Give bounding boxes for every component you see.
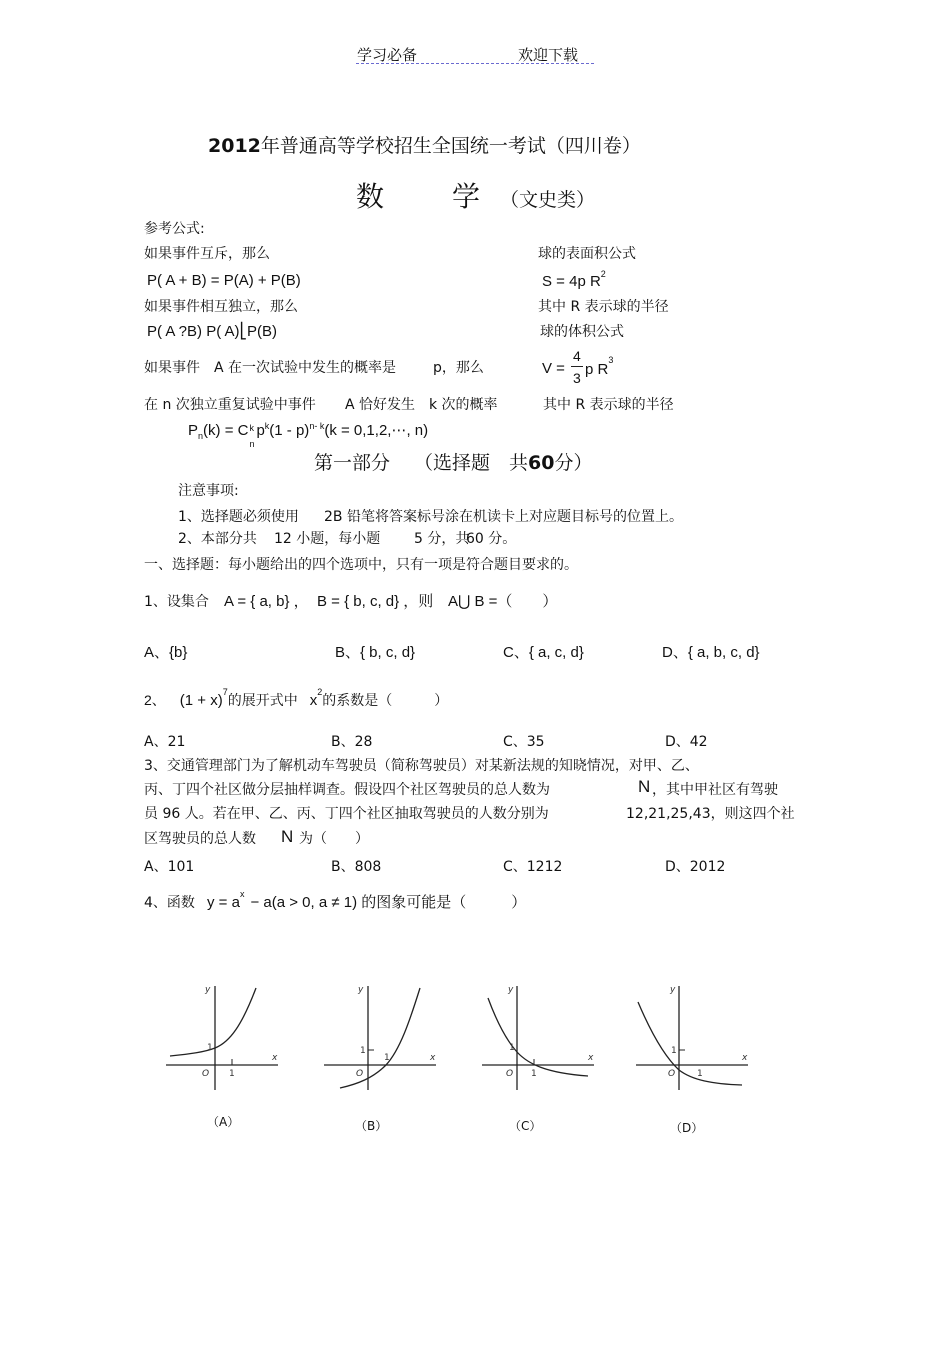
q3-line-1: 3、交通管理部门为了解机动车驾驶员（简称驾驶员）对某新法规的知晓情况，对甲、乙、 (144, 758, 699, 774)
graph-a-x-label: x (272, 1053, 278, 1063)
part1-title (314, 448, 593, 475)
graph-c-curve (488, 998, 588, 1076)
formula-l6-left-a: 在 n 次独立重复试验中事件 (144, 397, 316, 413)
q3-line-2-n: N (638, 777, 651, 796)
formula-l2-right (542, 269, 606, 290)
graph-b-origin: O (356, 1069, 364, 1079)
q2-binomial-exp: 7 (222, 687, 228, 697)
q2-option-c: C、35 (503, 734, 545, 750)
q1-option-a: A、{b} (144, 644, 188, 661)
formula-l2-left: P( A + B) = P(A) + P(B) (147, 272, 301, 289)
q2-text-b: 的系数是（ ） (322, 692, 449, 708)
q1-option-d: D、{ a, b, c, d} (662, 644, 760, 661)
q2-term-exp: 2 (317, 687, 323, 697)
note-2-b: 12 小题，每小题 (274, 531, 381, 547)
q3-line-3a: 员 96 人。若在甲、乙、丙、丁四个社区抽取驾驶员的人数分别为 (144, 806, 549, 822)
q2-binomial: (1 + x) (179, 692, 223, 709)
q2-stem (144, 687, 449, 710)
formula-l1-right: 球的表面积公式 (538, 246, 636, 262)
binomial-q: (1 - p) (269, 422, 310, 439)
part1-title-b: （选择题 共 (414, 452, 529, 474)
header-right: 欢迎下载 (518, 46, 579, 64)
q1-union: A⋃ B =（ ） (448, 593, 558, 610)
binomial-p-sup: k (264, 421, 270, 431)
binomial-p2: p (256, 422, 265, 439)
part1-title-c: 分） (554, 452, 593, 474)
graph-d-origin: O (668, 1069, 676, 1079)
graph-b-y-label: y (358, 985, 364, 995)
q3-line-2b: ，其中甲社区有驾驶 (652, 782, 778, 798)
exam-title-text: 年普通高等学校招生全国统一考试（四川卷） (260, 135, 641, 157)
q1-number: 1、设集合 (144, 594, 209, 610)
graph-d (630, 980, 760, 1095)
volume-fraction-bar (571, 366, 583, 367)
subject-title (356, 175, 595, 215)
graph-a-y-one: 1 (207, 1043, 213, 1053)
graph-d-x-one: 1 (697, 1069, 703, 1079)
part1-title-a: 第一部分 (314, 452, 391, 474)
graph-b-y-one: 1 (360, 1046, 366, 1056)
formula-l4-left: P( A ?B) P( A)⎣P(B) (147, 323, 278, 340)
graph-b-x-one: 1 (384, 1053, 390, 1063)
q1-set-a: A = { a, b} ， (224, 593, 309, 610)
q3-line-4a: 区驾驶员的总人数 (144, 831, 256, 847)
note-1-a: 1、选择题必须使用 (178, 509, 299, 525)
binomial-range: (k = 0,1,2,⋯, n) (324, 422, 429, 439)
formula-l3-right: 其中 R 表示球的半径 (538, 299, 669, 315)
graph-a-curve (170, 988, 256, 1056)
graph-d-label: （D） (670, 1121, 704, 1135)
volume-after (585, 355, 614, 378)
volume-num: 4 (573, 348, 581, 364)
q4-func-a: y = a (207, 894, 240, 911)
binomial-formula (188, 421, 429, 449)
q3-option-b: B、808 (331, 859, 382, 875)
q4-func-b: − a(a > 0, a ≠ 1) 的图象可能是（ ） (250, 894, 527, 911)
q3-line-4-n: N (281, 827, 294, 846)
graph-c-origin: O (506, 1069, 514, 1079)
q3-line-4b: 为（ ） (299, 831, 369, 847)
volume-exp: 3 (608, 355, 614, 365)
formulas-heading: 参考公式: (144, 221, 205, 237)
graph-a-label: （A） (207, 1115, 240, 1129)
graph-a-origin: O (202, 1069, 210, 1079)
q4-number: 4、函数 (144, 895, 195, 911)
graph-d-y-label: y (670, 985, 676, 995)
subject-main: 数 学 (356, 180, 501, 213)
q1-set-b: B = { b, c, d} ，则 (317, 593, 434, 610)
binomial-p: P (188, 422, 199, 439)
graph-b-curve (340, 988, 420, 1088)
q3-line-2a: 丙、丁四个社区做分层抽样调查。假设四个社区驾驶员的总人数为 (144, 782, 550, 798)
formula-l5-left-b: A 在一次试验中发生的概率是 (214, 360, 397, 376)
note-2-c: 5 分，共 (414, 531, 470, 547)
notes-heading: 注意事项: (178, 483, 239, 499)
volume-v: V = (542, 360, 565, 377)
graph-a (160, 980, 290, 1095)
graph-c-y-label: y (508, 985, 514, 995)
sphere-area-formula: S = 4p R (542, 273, 601, 290)
exam-title (208, 131, 641, 158)
q3-option-a: A、101 (144, 859, 195, 875)
q3-option-c: C、1212 (503, 859, 563, 875)
header-left: 学习必备 (357, 46, 418, 64)
graph-c-label: （C） (509, 1119, 542, 1133)
q1-option-c: C、{ a, c, d} (503, 644, 584, 661)
q3-option-d: D、2012 (665, 859, 726, 875)
formula-l5-left-a: 如果事件 (144, 360, 200, 376)
graph-a-x-one: 1 (229, 1069, 235, 1079)
note-2-a: 2、本部分共 (178, 531, 257, 547)
graph-d-curve (638, 1002, 742, 1085)
q4-func-exp: x (239, 889, 245, 899)
graph-c-x-label: x (588, 1053, 594, 1063)
binomial-c-sub: n (249, 439, 255, 449)
q2-option-d: D、42 (665, 734, 708, 750)
graph-c-y-one: 1 (509, 1043, 515, 1053)
subject-paren: （文史类） (500, 189, 596, 211)
formula-l6-left-b: A 恰好发生 (345, 397, 416, 413)
exam-year: 2012 (208, 135, 261, 157)
volume-den: 3 (573, 370, 581, 386)
formula-l1-left: 如果事件互斥，那么 (144, 246, 270, 262)
volume-formula-tail: p R (585, 361, 609, 378)
q2-option-a: A、21 (144, 734, 186, 750)
q2-option-b: B、28 (331, 734, 373, 750)
binomial-q-sup: n- k (309, 421, 325, 431)
sphere-area-exp: 2 (600, 269, 606, 279)
graph-c-x-one: 1 (531, 1069, 537, 1079)
formula-l5-left-c: p，那么 (433, 360, 484, 376)
graph-a-y-label: y (205, 985, 211, 995)
formula-l6-right: 其中 R 表示球的半径 (543, 397, 674, 413)
note-1-b: 2B 铅笔将答案标号涂在机读卡上对应题目标号的位置上。 (324, 509, 683, 525)
graph-b-label: （B） (355, 1119, 388, 1133)
q2-term: x (309, 692, 318, 709)
binomial-mid: (k) = C (203, 422, 249, 439)
q2-number: 2、 (144, 692, 166, 708)
graph-d-x-label: x (742, 1053, 748, 1063)
section-1-heading: 一、选择题：每小题给出的四个选项中，只有一项是符合题目要求的。 (144, 557, 578, 573)
graph-d-y-one: 1 (671, 1046, 677, 1056)
header-divider (356, 63, 594, 64)
binomial-c-sup: k (249, 423, 254, 433)
formula-l6-left-c: k 次的概率 (429, 397, 498, 413)
graph-b-x-label: x (430, 1053, 436, 1063)
binomial-p-sub: n (198, 431, 204, 441)
q4-func (207, 891, 526, 912)
graph-b (318, 980, 448, 1095)
note-2-d: 60 分。 (466, 531, 517, 547)
q2-text-a: 的展开式中 (227, 692, 298, 708)
graph-c (476, 980, 606, 1095)
q1-option-b: B、{ b, c, d} (335, 644, 416, 661)
q3-line-3b: 12,21,25,43，则这四个社 (626, 806, 795, 822)
formula-l3-left: 如果事件相互独立，那么 (144, 299, 298, 315)
formula-l4-right: 球的体积公式 (540, 324, 624, 340)
part1-title-num: 60 (528, 452, 555, 474)
